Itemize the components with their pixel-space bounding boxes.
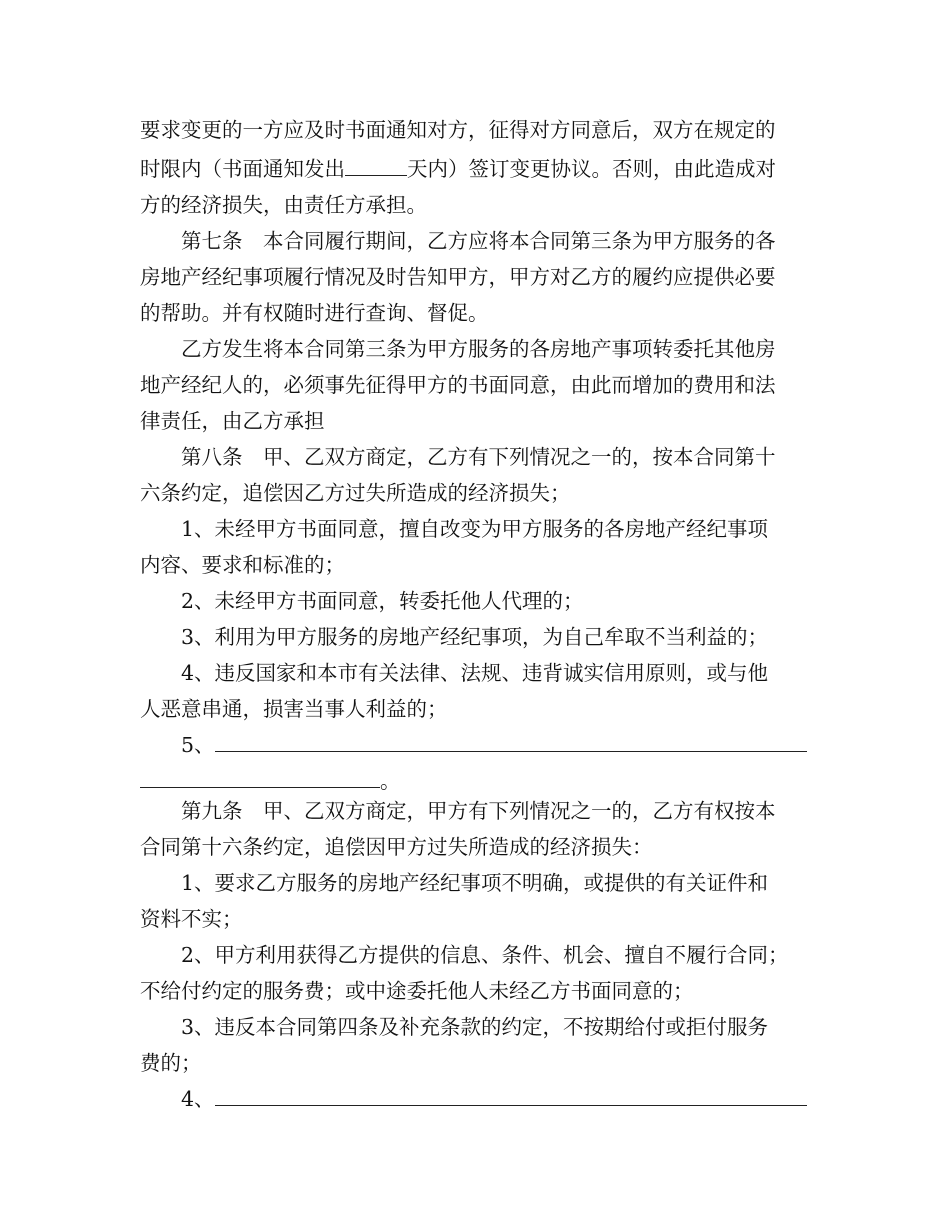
fill-in-blank-days: [345, 155, 407, 176]
text-line: 内容、要求和标准的；: [140, 553, 345, 577]
article-9-heading-line: 第九条 甲、乙双方商定，甲方有下列情况之一的，乙方有权按本: [181, 799, 776, 823]
text-line: 方的经济损失，由责任方承担。: [140, 193, 427, 217]
fill-in-blank: [215, 1085, 807, 1106]
text-line: 地产经纪人的，必须事先征得甲方的书面同意，由此而增加的费用和法: [140, 373, 776, 397]
fill-in-blank: [140, 767, 380, 788]
list-item: 4、违反国家和本市有关法律、法规、违背诚实信用原则，或与他: [181, 661, 769, 685]
text-line: 房地产经纪事项履行情况及时告知甲方，甲方对乙方的履约应提供必要: [140, 265, 776, 289]
text-line: 律责任，由乙方承担: [140, 409, 325, 433]
list-item: 1、未经甲方书面同意，擅自改变为甲方服务的各房地产经纪事项: [181, 517, 769, 541]
text-segment: 。: [380, 769, 401, 793]
text-line: 合同第十六条约定，追偿因甲方过失所造成的经济损失：: [140, 835, 653, 859]
text-line: 乙方发生将本合同第三条为甲方服务的各房地产事项转委托其他房: [181, 337, 776, 361]
text-segment: 天内）签订变更协议。否则，由此造成对: [407, 157, 776, 181]
list-item: 1、要求乙方服务的房地产经纪事项不明确，或提供的有关证件和: [181, 871, 769, 895]
article-7-heading-line: 第七条 本合同履行期间，乙方应将本合同第三条为甲方服务的各: [181, 229, 776, 253]
text-line: 六条约定，追偿因乙方过失所造成的经济损失；: [140, 481, 571, 505]
list-number: 4、: [181, 1087, 215, 1111]
text-line: 费的；: [140, 1051, 202, 1075]
text-line: 不给付约定的服务费；或中途委托他人未经乙方书面同意的；: [140, 979, 694, 1003]
text-line: [140, 766, 401, 796]
text-line: 要求变更的一方应及时书面通知对方，征得对方同意后，双方在规定的: [140, 118, 776, 142]
list-item: 2、未经甲方书面同意，转委托他人代理的；: [181, 589, 584, 613]
text-segment: 时限内（书面通知发出: [140, 157, 345, 181]
list-item: 3、违反本合同第四条及补充条款的约定，不按期给付或拒付服务: [181, 1015, 769, 1039]
list-number: 5、: [181, 733, 215, 757]
text-line: 的帮助。并有权随时进行查询、督促。: [140, 301, 489, 325]
text-line: [140, 154, 776, 184]
list-item: 3、利用为甲方服务的房地产经纪事项，为自己牟取不当利益的；: [181, 625, 769, 649]
list-item: 2、甲方利用获得乙方提供的信息、条件、机会、擅自不履行合同；: [181, 943, 789, 967]
text-line: 人恶意串通，损害当事人利益的；: [140, 697, 448, 721]
fill-in-blank: [215, 731, 807, 752]
list-item: [181, 1084, 807, 1114]
article-8-heading-line: 第八条 甲、乙双方商定，乙方有下列情况之一的，按本合同第十: [181, 445, 776, 469]
text-line: 资料不实；: [140, 907, 243, 931]
list-item: [181, 730, 807, 760]
